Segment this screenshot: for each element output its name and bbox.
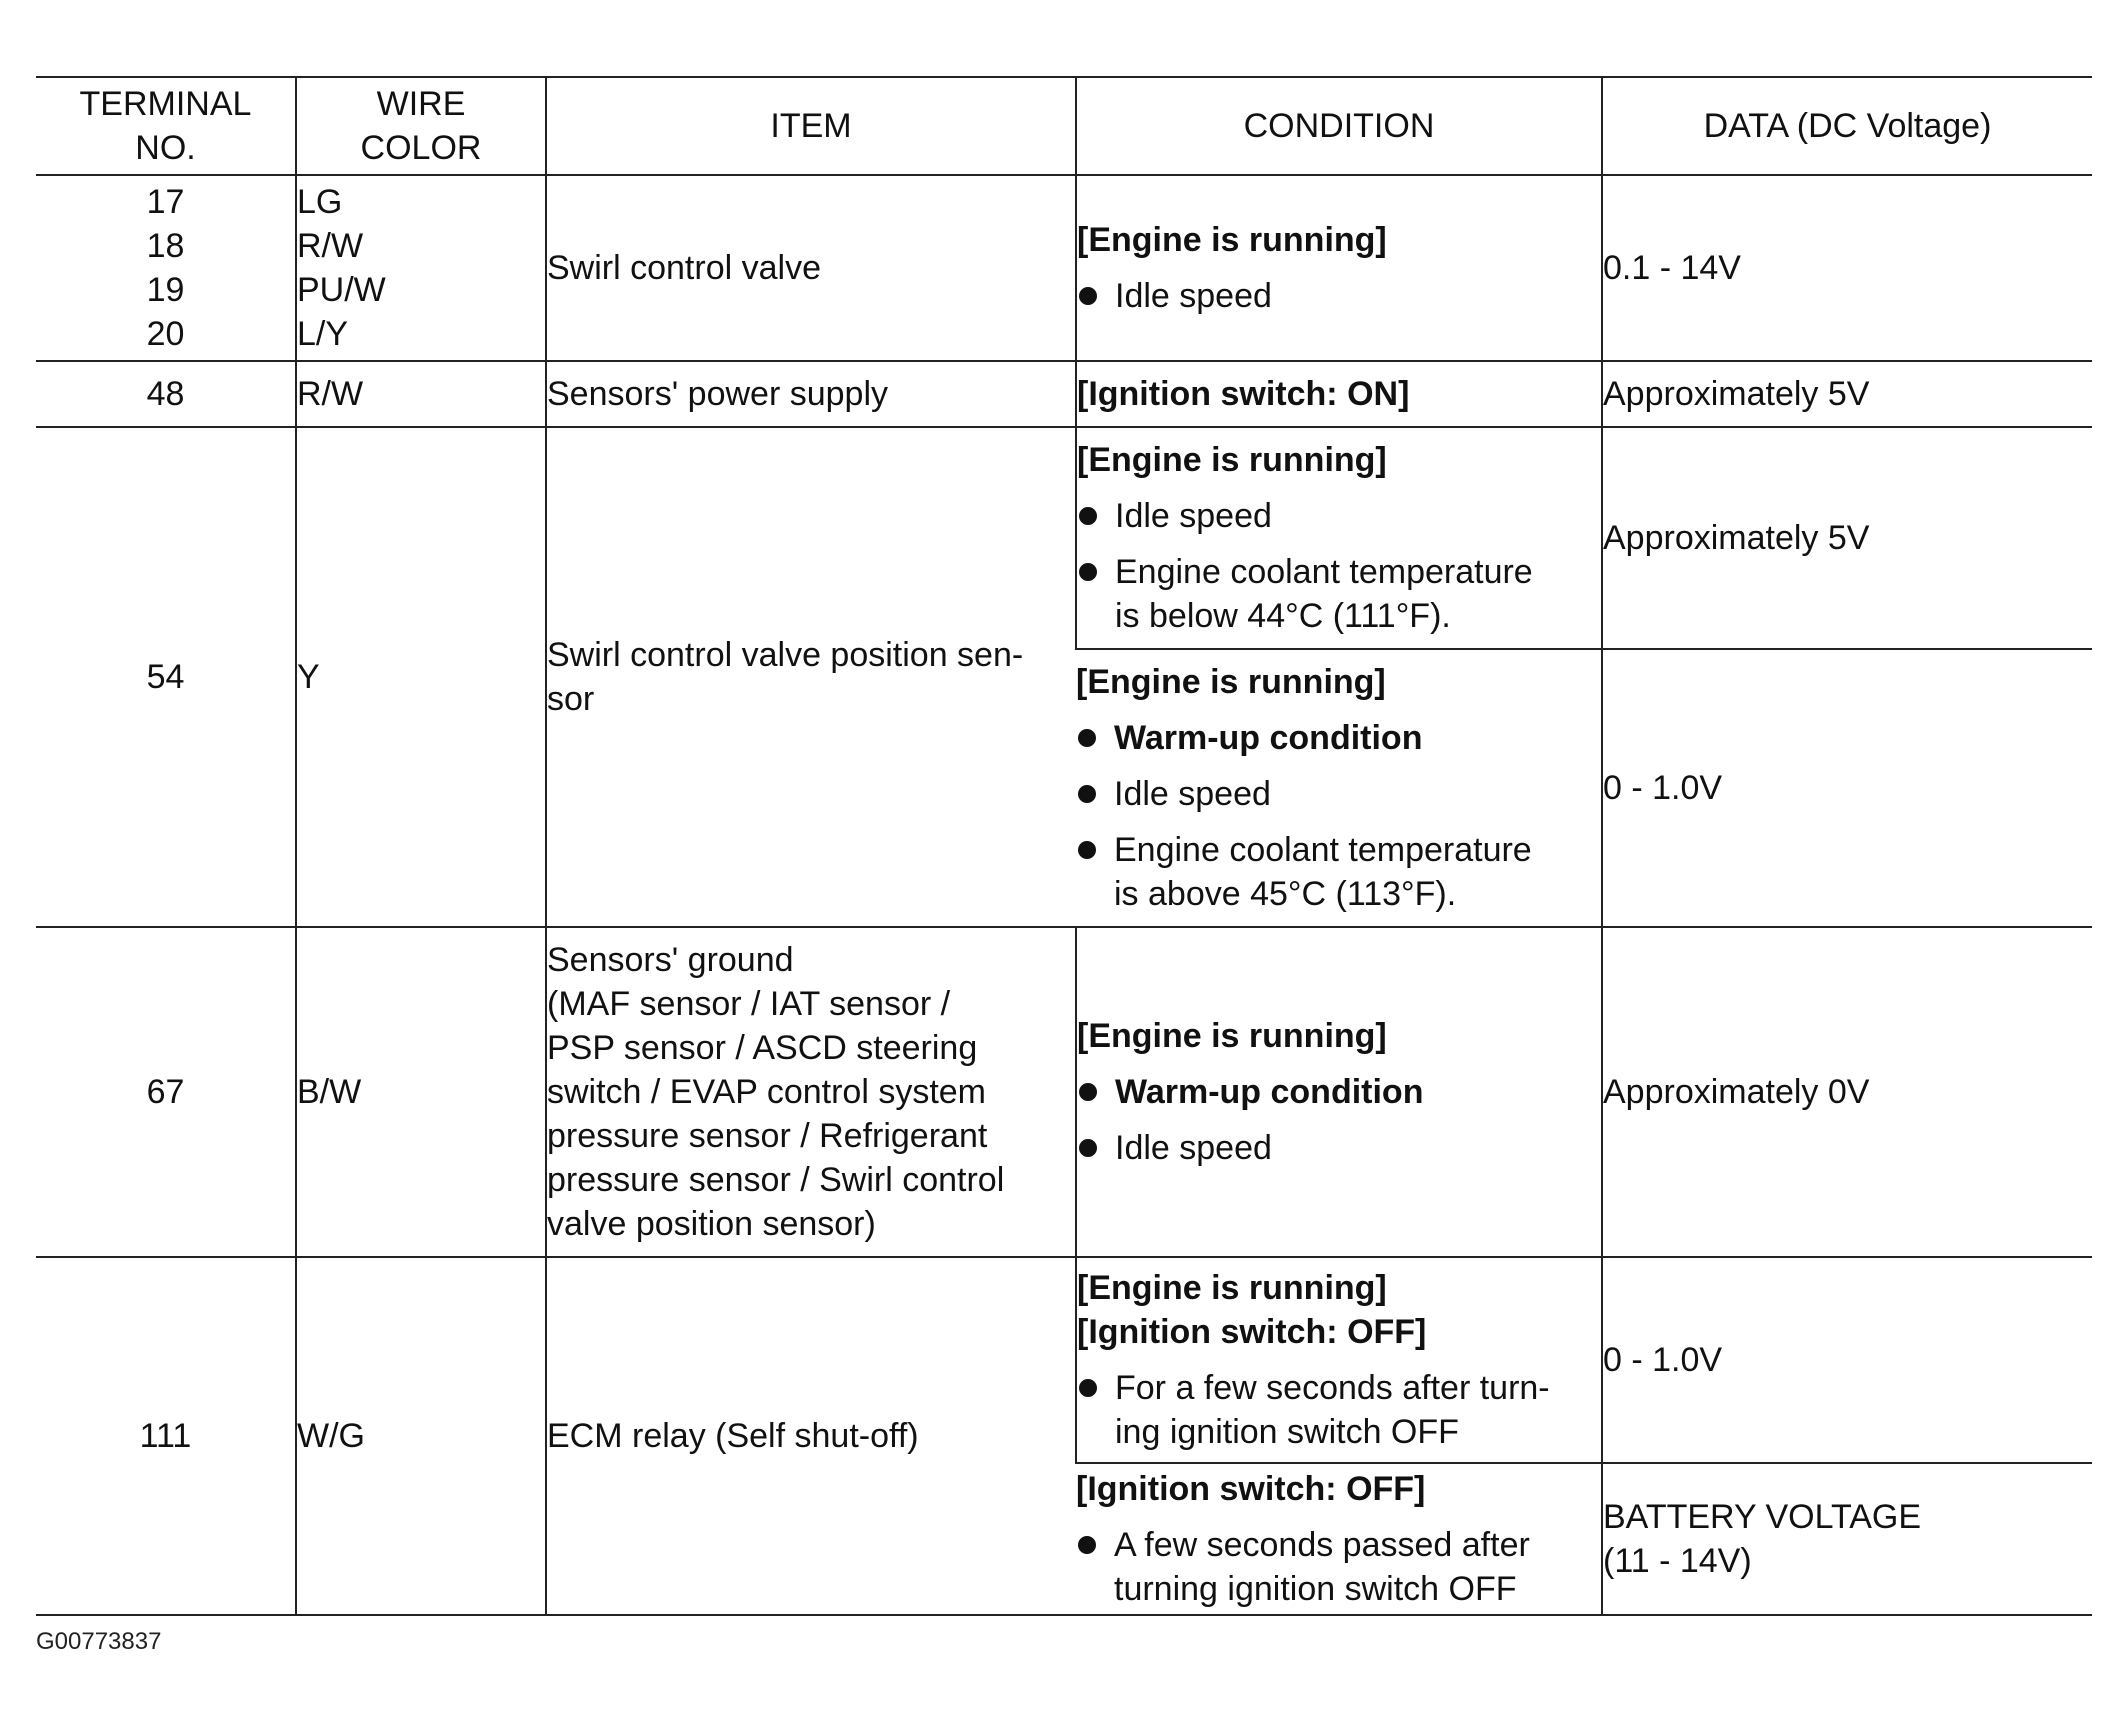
condition-line <box>1077 1126 1601 1170</box>
bullet-icon <box>1079 1139 1097 1157</box>
condition-cell <box>1076 1463 1602 1615</box>
bullet-icon <box>1079 287 1097 305</box>
terminal-number: 19 <box>146 271 185 309</box>
data-cell <box>1602 1463 2092 1615</box>
bullet-icon <box>1078 1536 1096 1554</box>
terminal-cell: 54 <box>36 427 296 927</box>
header-row <box>36 77 2092 175</box>
header-terminal-line2: NO. <box>135 129 196 167</box>
condition-heading: [Ignition switch: OFF] <box>1077 1313 1427 1351</box>
wire-color-cell: B/W <box>296 927 546 1257</box>
table-row <box>36 361 2092 427</box>
condition-line <box>1077 494 1601 538</box>
condition-text: Engine coolant temperature <box>1114 831 1532 869</box>
item-cell <box>546 427 1076 927</box>
figure-id: G00773837 <box>36 1628 162 1655</box>
data-cell: 0 - 1.0V <box>1602 649 2092 927</box>
condition-heading: [Engine is running] <box>1077 221 1387 259</box>
header-data: DATA (DC Voltage) <box>1602 77 2092 175</box>
condition-heading: [Engine is running] <box>1077 1269 1387 1307</box>
item-text-line: PSP sensor / ASCD steering <box>547 1029 978 1067</box>
condition-line <box>1077 1070 1601 1114</box>
condition-line <box>1077 274 1601 318</box>
data-cell: 0 - 1.0V <box>1602 1257 2092 1463</box>
item-cell: Sensors' power supply <box>546 361 1076 427</box>
terminal-cell: 67 <box>36 927 296 1257</box>
condition-cell <box>1076 1257 1602 1463</box>
header-terminal <box>36 77 296 175</box>
condition-text: is above 45°C (113°F). <box>1114 875 1457 913</box>
condition-text: ing ignition switch OFF <box>1115 1413 1459 1451</box>
terminal-cell: 111 <box>36 1257 296 1615</box>
wire-color: L/Y <box>297 315 349 353</box>
header-terminal-line1: TERMINAL <box>79 85 252 123</box>
item-text-line: switch / EVAP control system <box>547 1073 986 1111</box>
wire-color: R/W <box>297 227 364 265</box>
table-row <box>36 427 2092 649</box>
condition-line <box>1077 1366 1601 1454</box>
condition-text: Warm-up condition <box>1115 1073 1424 1111</box>
item-text-line: (MAF sensor / IAT sensor / <box>547 985 951 1023</box>
condition-cell <box>1076 927 1602 1257</box>
wire-color-cell: Y <box>296 427 546 927</box>
data-cell: Approximately 5V <box>1602 427 2092 649</box>
condition-line <box>1077 550 1601 638</box>
condition-cell <box>1076 175 1602 361</box>
item-text-line: Sensors' ground <box>547 941 794 979</box>
condition-text: Idle speed <box>1115 1129 1272 1167</box>
ecm-terminal-table <box>36 76 2092 1616</box>
bullet-icon <box>1079 1379 1097 1397</box>
table-row <box>36 1257 2092 1463</box>
header-wire-color <box>296 77 546 175</box>
terminal-number: 18 <box>146 227 185 265</box>
data-text-line: (11 - 14V) <box>1603 1542 1752 1580</box>
bullet-icon <box>1078 785 1096 803</box>
terminal-number: 17 <box>146 183 185 221</box>
condition-text: Warm-up condition <box>1114 719 1423 757</box>
data-cell: Approximately 5V <box>1602 361 2092 427</box>
data-text-line: BATTERY VOLTAGE <box>1603 1498 1922 1536</box>
table-row <box>36 175 2092 361</box>
condition-text: Idle speed <box>1115 277 1272 315</box>
bullet-icon <box>1078 841 1096 859</box>
item-cell: Swirl control valve <box>546 175 1076 361</box>
condition-text: Idle speed <box>1115 497 1272 535</box>
wire-color: LG <box>297 183 343 221</box>
item-cell <box>546 927 1076 1257</box>
condition-text: turning ignition switch OFF <box>1114 1570 1517 1608</box>
header-condition: CONDITION <box>1076 77 1602 175</box>
item-text-line: sor <box>547 680 595 718</box>
condition-text: A few seconds passed after <box>1114 1526 1530 1564</box>
wire-color-cell <box>296 175 546 361</box>
condition-text: Idle speed <box>1114 775 1271 813</box>
wire-color-cell: W/G <box>296 1257 546 1615</box>
condition-text: is below 44°C (111°F). <box>1115 597 1451 635</box>
header-wire-line2: COLOR <box>360 129 482 167</box>
condition-heading: [Engine is running] <box>1076 663 1386 701</box>
header-wire-line1: WIRE <box>376 85 466 123</box>
condition-heading: [Ignition switch: ON] <box>1077 375 1410 413</box>
data-cell: Approximately 0V <box>1602 927 2092 1257</box>
table-row <box>36 927 2092 1257</box>
condition-text: Engine coolant temperature <box>1115 553 1533 591</box>
wire-color: PU/W <box>297 271 386 309</box>
condition-line <box>1076 1523 1601 1611</box>
bullet-icon <box>1079 507 1097 525</box>
item-text-line: pressure sensor / Refrigerant <box>547 1117 988 1155</box>
condition-cell <box>1076 361 1602 427</box>
terminal-number: 20 <box>146 315 185 353</box>
item-text-line: Swirl control valve position sen- <box>547 636 1024 674</box>
condition-cell <box>1076 649 1602 927</box>
terminal-cell: 48 <box>36 361 296 427</box>
condition-heading: [Ignition switch: OFF] <box>1076 1470 1426 1508</box>
condition-line <box>1076 828 1601 916</box>
item-text-line: valve position sensor) <box>547 1205 876 1243</box>
item-cell: ECM relay (Self shut-off) <box>546 1257 1076 1615</box>
bullet-icon <box>1079 1083 1097 1101</box>
item-text-line: pressure sensor / Swirl control <box>547 1161 1005 1199</box>
condition-line <box>1076 716 1601 760</box>
terminal-cell <box>36 175 296 361</box>
wire-color-cell: R/W <box>296 361 546 427</box>
condition-cell <box>1076 427 1602 649</box>
condition-text: For a few seconds after turn- <box>1115 1369 1550 1407</box>
condition-heading: [Engine is running] <box>1077 441 1387 479</box>
bullet-icon <box>1078 729 1096 747</box>
condition-heading: [Engine is running] <box>1077 1017 1387 1055</box>
bullet-icon <box>1079 563 1097 581</box>
header-item: ITEM <box>546 77 1076 175</box>
data-cell: 0.1 - 14V <box>1602 175 2092 361</box>
condition-line <box>1076 772 1601 816</box>
